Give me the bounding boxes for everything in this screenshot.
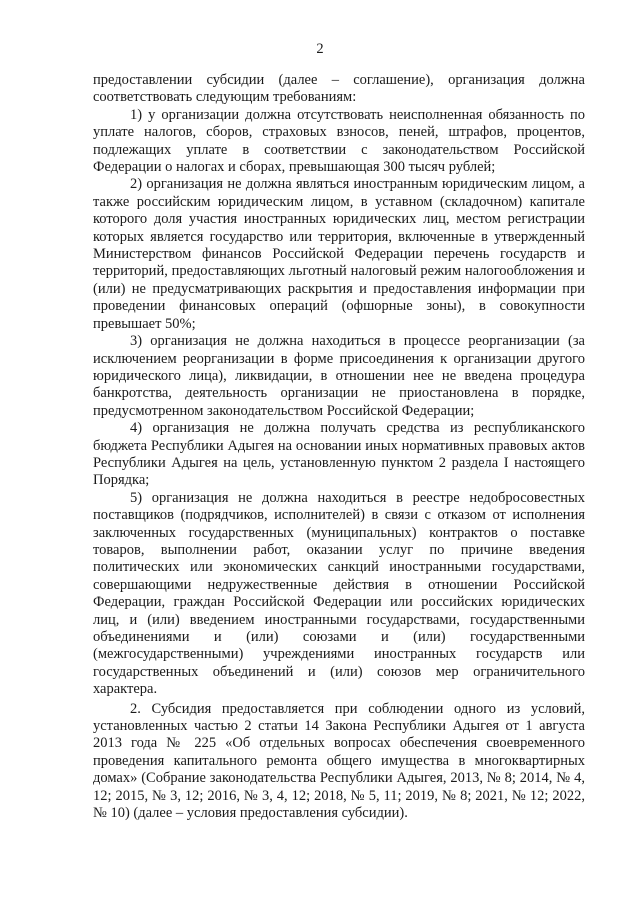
- paragraph-requirement-2: 2) организация не должна являться иностранным юридическим лицом, а также российским юридическим лицом, в уставном (складочном) капитале которого доля участия иностранных юридических лиц, местом регистрации которых является государство или территория, включенные в утвержденный Министерством финансов Российской Федерации перечень государств и территорий, предоставляющих льготный налоговый режим налогообложения и (или) не предусматривающих раскрытия и предоставления информации при проведении финансовых операций (офшорные зоны), в совокупности превышает 50%;: [93, 176, 585, 332]
- paragraph-requirement-1: 1) у организации должна отсутствовать неисполненная обязанность по уплате налогов, сборов, страховых взносов, пеней, штрафов, процентов, подлежащих уплате в соответствии с законодательством Российской Федерации о налогах и сборах, превышающая 300 тысяч рублей;: [93, 106, 585, 176]
- paragraph-requirement-3: 3) организация не должна находиться в процессе реорганизации (за исключением реорганизации в форме присоединения к организации другого юридического лица), ликвидации, в отношении нее не введена процедура банкротства, деятельность организации не приостановлена в порядке, предусмотренном законодательством Российской Федерации;: [93, 333, 585, 419]
- paragraph-section-2: 2. Субсидия предоставляется при соблюдении одного из условий, установленных частью 2 статьи 14 Закона Республики Адыгея от 1 августа 2013 года № 225 «Об отдельных вопросах обеспечения своевременного проведения капитального ремонта общего имущества в многоквартирных домах» (Собрание законодательства Республики Адыгея, 2013, № 8; 2014, № 4, 12; 2015, № 3, 12; 2016, № 3, 4, 12; 2018, № 5, 11; 2019, № 8; 2021, № 12; 2022, № 10) (далее – условия предоставления субсидии).: [93, 700, 585, 822]
- page-number: 2: [316, 41, 324, 57]
- paragraph-requirement-5: 5) организация не должна находиться в реестре недобросовестных поставщиков (подрядчиков, исполнителей) в связи с отказом от исполнения заключенных государственных (муниципальных) контрактов о поставке товаров, выполнении работ, оказании услуг по причине введения политических или экономических санкций иностранными государствами, совершающими недружественные действия в отношении Российской Федерации, граждан Российской Федерации или российских юридических лиц, и (или) введением иностранными государствами, государственными объединениями и (или) союзами и (или) государственными (межгосударственными) учреждениями иностранных государств или государственных объединений и (или) союзов мер ограничительного характера.: [93, 489, 585, 698]
- paragraph-requirement-4: 4) организация не должна получать средства из республиканского бюджета Республики Адыгея на основании иных нормативных правовых актов Республики Адыгея на цель, установленную пунктом 2 раздела I настоящего Порядка;: [93, 420, 585, 489]
- document-body: [93, 72, 585, 822]
- paragraph-intro: предоставлении субсидии (далее – соглашение), организация должна соответствовать следующим требованиям:: [93, 72, 585, 106]
